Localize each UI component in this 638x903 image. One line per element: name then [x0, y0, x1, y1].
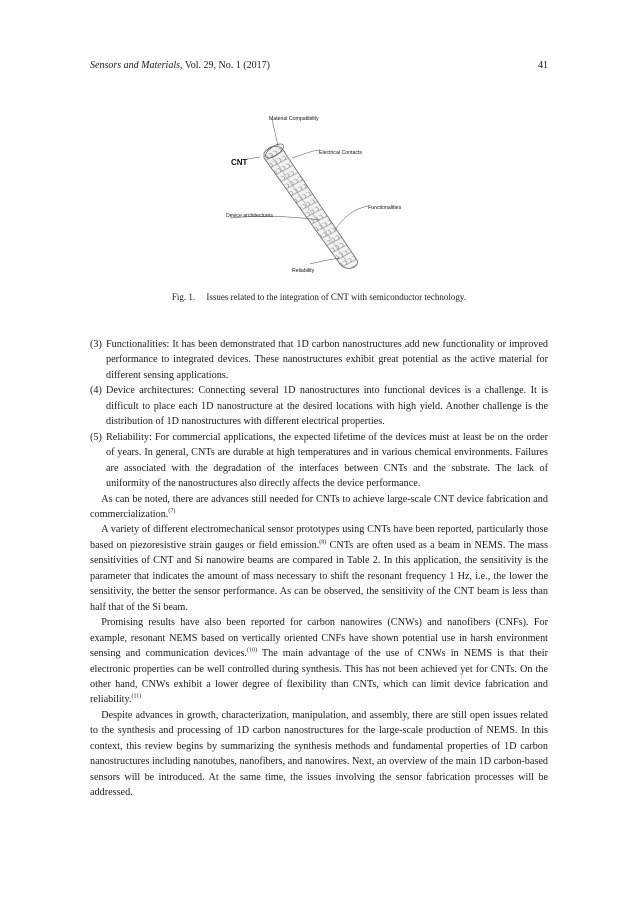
paragraph-text: A variety of different electromechanical sensor prototypes using CNTs have been reported, particularly those based on piezoresistive strain gauges or field emission.: [90, 524, 548, 551]
paragraph-text: CNTs are often used as a beam in NEMS. The mass sensitivities of CNT and Si nanowire beams are compared in Table 2. In this application, the sensitivity is the parameter that indicates the amount of mass necessary to shift the resonant frequency 1 Hz, i.e., the lower the sensitivity, the better the sensor performance. As can be observed, the sensitivity of the CNT beam is less than half that of the Si beam.: [90, 539, 548, 613]
reference-marker: (11): [131, 694, 142, 701]
label-electrical-contacts: Electrical Contacts: [319, 150, 362, 156]
reference-marker: (7): [168, 508, 176, 515]
list-item: [90, 383, 548, 429]
label-functionalities: Functionalities: [368, 205, 402, 211]
page-header: [90, 60, 548, 71]
paragraph: [90, 522, 548, 615]
label-reliability: Reliability: [292, 268, 315, 274]
page-number: 41: [538, 60, 548, 71]
paragraph-text: Despite advances in growth, characterization, manipulation, and assembly, there are still open issues related to the synthesis and processing of 1D carbon nanostructures for the large-scale production of NEMS. In this context, this review begins by summarizing the synthesis methods and fundamental properties of 1D carbon nanostructures including nanotubes, nanofibers, and nanowires. Next, an overview of the main 1D carbon-based sensors will be introduced. At the same time, the issues involving the sensor fabrication processes will be addressed.: [90, 709, 548, 799]
paragraph: [90, 492, 548, 523]
reference-marker: (10): [246, 647, 257, 654]
journal-name: Sensors and Materials: [90, 60, 180, 71]
body-text: [90, 337, 548, 801]
label-device-architectures: Device architectures: [226, 213, 273, 219]
figure-1: [222, 110, 402, 278]
list-item: [90, 337, 548, 383]
label-cnt: CNT: [231, 158, 248, 167]
list-item-text: Functionalities: It has been demonstrated that 1D carbon nanostructures add new functionality or improved performance to integrated devices. These nanostructures exhibit great potential as the active material for different sensing applications.: [106, 339, 548, 381]
list-item: [90, 430, 548, 492]
journal-volume: , Vol. 29, No. 1 (2017): [180, 60, 270, 71]
cnt-illustration: [222, 110, 402, 278]
list-item-number: (5): [90, 431, 102, 443]
list-item-text: Reliability: For commercial applications, the expected lifetime of the devices must at least be on the order of years. In general, CNTs are durable at high temperatures and in various chemical environments. Failures are associated with the degradation of the interfaces between CNTs and the substrate. The lack of uniformity of the nanostructures also directly affects the device performance.: [106, 431, 548, 490]
paragraph: [90, 615, 548, 708]
list-item-number: (3): [90, 339, 102, 350]
paragraph-text: Promising results have also been reported for carbon nanowires (CNWs) and nanofibers (CNFs). For example, resonant NEMS based on vertically oriented CNFs have shown potential use in harsh environment sensing and communication devices.: [90, 617, 548, 660]
reference-marker: (8): [319, 539, 327, 546]
list-item-number: (4): [90, 385, 102, 397]
journal-citation: [90, 60, 270, 71]
list-item-text: Device architectures: Connecting several 1D nanostructures into functional devices is a challenge. It is difficult to place each 1D nanostructure at the desired locations with high yield. Another challenge is the distribution of 1D nanostructures with different electrical properties.: [106, 385, 548, 428]
paragraph: [90, 708, 548, 801]
paragraph-text: As can be noted, there are advances still needed for CNTs to achieve large-scale CNT device fabrication and commercialization.: [90, 493, 548, 520]
paragraph-text: The main advantage of the use of CNWs in NEMS is that their electronic properties can be well controlled during synthesis. This has not been achieved yet for CNTs. On the other hand, CNWs exhibit a lower degree of flexibility than CNTs, which can limit device fabrication and reliability.: [90, 648, 549, 706]
figure-caption: Fig. 1. Issues related to the integration of CNT with semiconductor technology.: [171, 292, 467, 302]
label-material-compatibility: Material Compatibility: [269, 116, 319, 122]
